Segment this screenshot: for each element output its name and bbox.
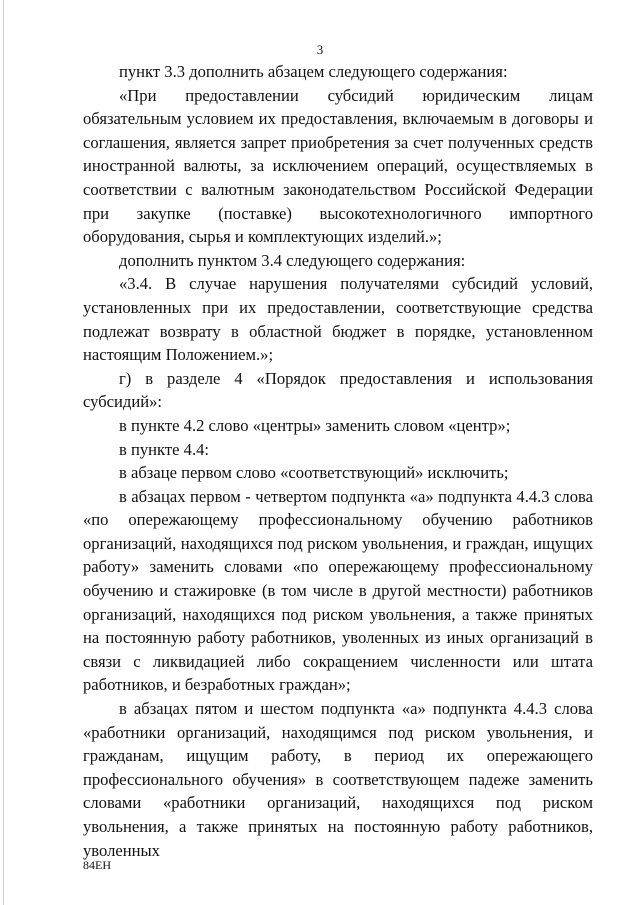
paragraph-3: дополнить пунктом 3.4 следующего содержания: [119,250,466,270]
paragraph-2: «При предоставлении субсидий юридическим лицам обязательным условием их предоставления, включаемым в договоры и соглашения, является запрет приобретения за счет полученных средств иностранной валюты, за исключением операций, осуществляемых в соответствии с валютным законодательством Российской Федерации при закупке (поставке) высокотехнологичного импортного оборудования, сырья и комплектующих изделий.»; [83,85,593,247]
paragraph-4: «3.4. В случае нарушения получателями субсидий условий, установленных при их предоставлении, соответствующие средства подлежат возврату в областной бюджет в порядке, установленном настоящим Положением.»; [83,274,593,365]
paragraph-10: в абзацах пятом и шестом подпункта «а» подпункта 4.4.3 слова «работники организаций, находящимся под риском увольнения, и гражданам, ищущим работу, в период их опережающего профессионального обучения» в соответствующем падеже заменить словами «работники организаций, находящихся под риском увольнения, а также принятых на постоянную работу работников, уволенных [83,699,593,860]
page-number: 3 [316,42,324,57]
paragraph-1: пункт 3.3 дополнить абзацем следующего содержания: [119,62,508,81]
paragraph-6: в пункте 4.2 слово «центры» заменить словом «центр»; [119,415,511,435]
document-body [83,60,593,862]
paragraph-8: в абзаце первом слово «соответствующий» исключить; [119,463,509,483]
paragraph-9: в абзацах первом - четвертом подпункта «а» подпункта 4.4.3 слова «по опережающему профессиональному обучению работников организаций, находящихся под риском увольнения, и граждан, ищущих работу» заменить словами «по опережающему профессиональному обучению и стажировке (в том числе в другой местности) работников организаций, находящихся под риском увольнения, а также принятых на постоянную работу работников, уволенных из иных организаций в связи с ликвидацией либо сокращением численности или штата работников, и безработных граждан»; [83,486,593,695]
paragraph-7: в пункте 4.4: [119,439,210,459]
paragraph-5: г) в разделе 4 «Порядок предоставления и использования субсидий»: [83,368,593,412]
footer-code: 84ЕН [83,858,111,872]
scan-edge-line [3,0,4,905]
